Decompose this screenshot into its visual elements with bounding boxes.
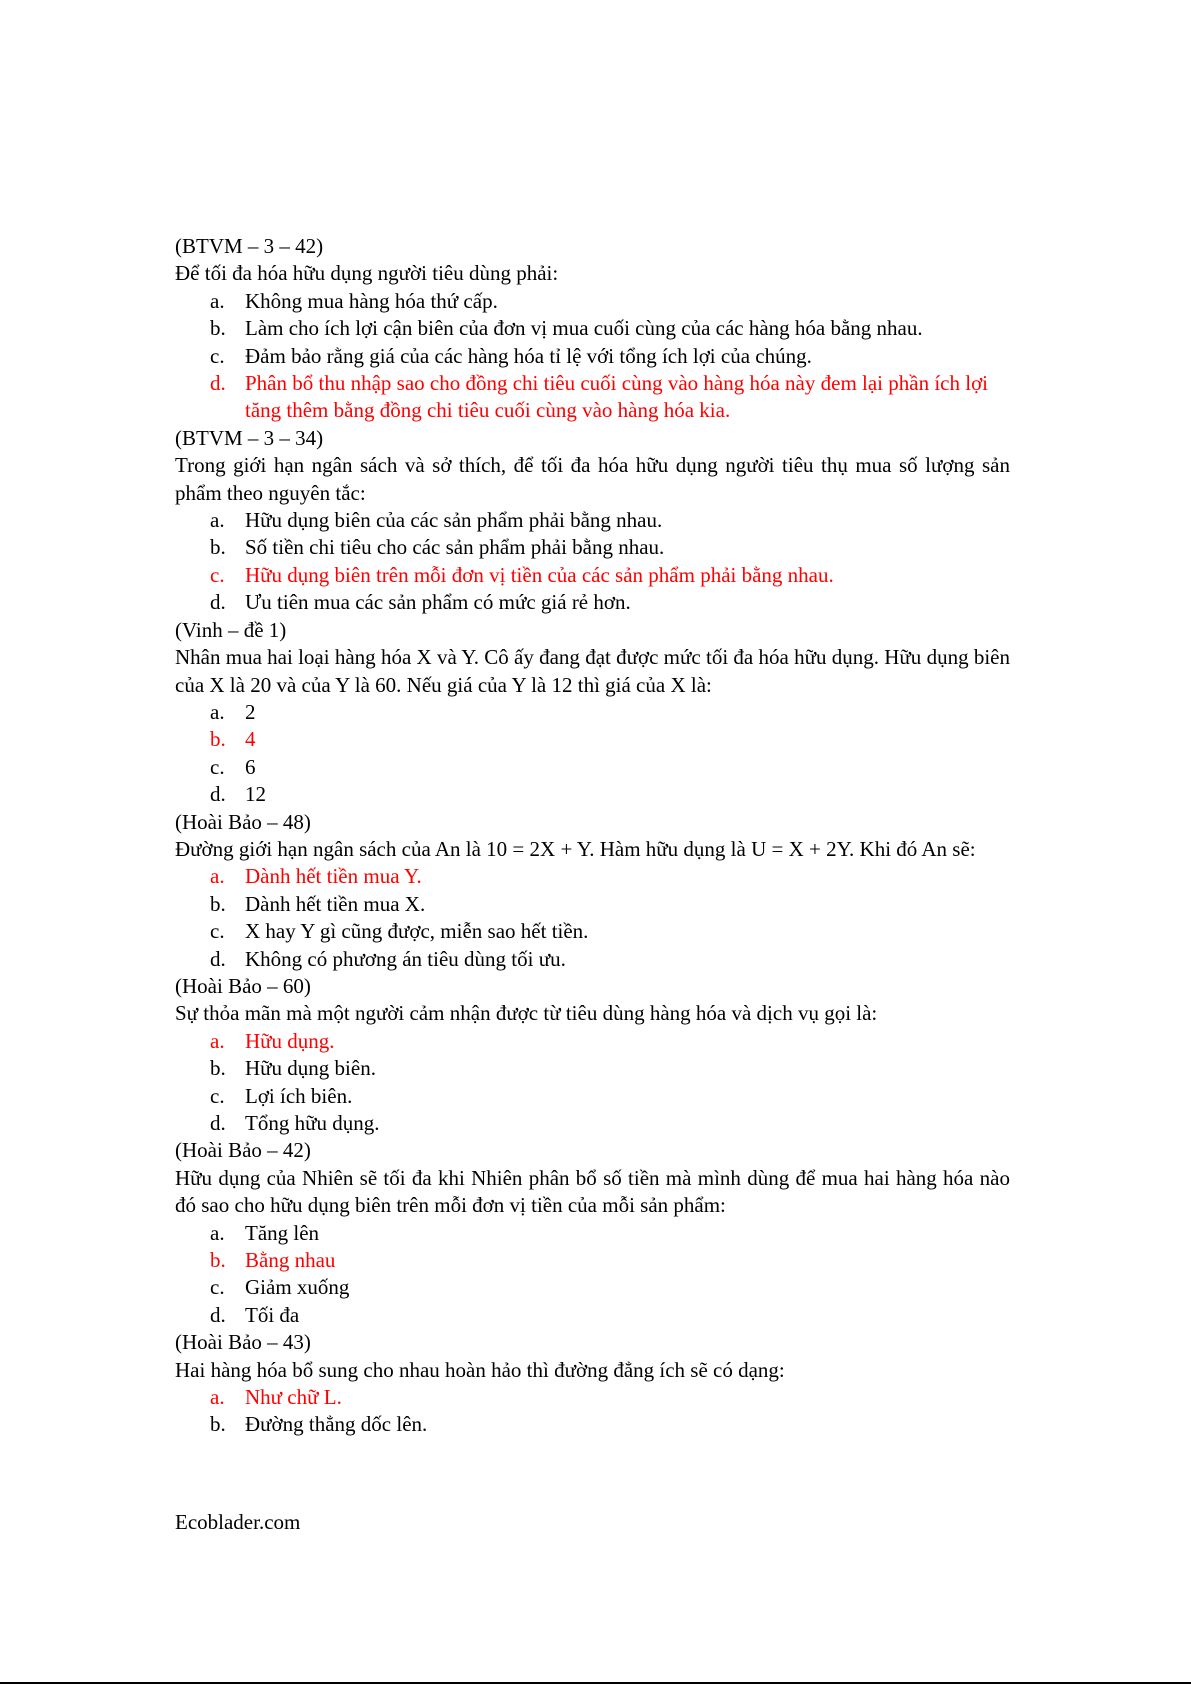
option-b — [175, 891, 1010, 918]
option-d — [175, 781, 1010, 808]
question-stem: Sự thỏa mãn mà một người cảm nhận được từ tiêu dùng hàng hóa và dịch vụ gọi là: — [175, 1001, 878, 1026]
option-letter: a. — [210, 288, 225, 313]
option-letter: d. — [210, 1302, 226, 1327]
option-letter: d. — [210, 946, 226, 971]
question-source: (Hoài Bảo – 43) — [175, 1330, 311, 1355]
option-text: 4 — [245, 727, 256, 752]
option-b-correct — [175, 1247, 1010, 1274]
option-text: Hữu dụng biên của các sản phẩm phải bằng nhau. — [245, 508, 663, 533]
option-text: Dành hết tiền mua Y. — [245, 864, 422, 889]
option-letter: b. — [210, 727, 226, 752]
option-a — [175, 507, 1010, 534]
option-text: Đường thẳng dốc lên. — [245, 1412, 428, 1437]
option-letter: b. — [210, 535, 226, 560]
option-letter: d. — [210, 590, 226, 615]
option-text: Dành hết tiền mua X. — [245, 891, 426, 916]
option-letter: c. — [210, 343, 225, 368]
option-letter: a. — [210, 1385, 225, 1410]
option-letter: d. — [210, 371, 226, 396]
option-c — [175, 343, 1010, 370]
question-block — [175, 425, 1010, 617]
option-text: Như chữ L. — [245, 1385, 342, 1410]
option-c — [175, 754, 1010, 781]
question-block — [175, 973, 1010, 1137]
option-a — [175, 1220, 1010, 1247]
option-text: Phân bổ thu nhập sao cho đồng chi tiêu cuối cùng vào hàng hóa này đem lại phần ích lợi tăng thêm bằng đồng chi tiêu cuối cùng vào hàng hóa kia. — [245, 371, 989, 423]
question-list — [175, 233, 1010, 1439]
option-d — [175, 1110, 1010, 1137]
option-letter: b. — [210, 891, 226, 916]
footer-site-name: Ecoblader.com — [175, 1510, 301, 1534]
option-letter: c. — [210, 1083, 225, 1108]
question-stem: Để tối đa hóa hữu dụng người tiêu dùng phải: — [175, 261, 559, 286]
option-d-correct — [175, 370, 1010, 425]
option-text: Hữu dụng biên. — [245, 1056, 376, 1081]
option-letter: d. — [210, 782, 226, 807]
option-text: Giảm xuống — [245, 1275, 350, 1300]
option-letter: d. — [210, 1111, 226, 1135]
option-list — [175, 1384, 1010, 1439]
question-source: (Hoài Bảo – 48) — [175, 809, 311, 834]
option-text: 2 — [245, 699, 256, 724]
question-stem: Hữu dụng của Nhiên sẽ tối đa khi Nhiên phân bổ số tiền mà mình dùng để mua hai hàng hóa nào đó sao cho hữu dụng biên trên mỗi đơn vị tiền của mỗi sản phẩm: — [175, 1165, 1010, 1218]
option-b — [175, 1055, 1010, 1082]
option-a — [175, 288, 1010, 315]
option-letter: a. — [210, 1028, 225, 1053]
option-text: Không mua hàng hóa thứ cấp. — [245, 288, 498, 313]
option-text: Hữu dụng. — [245, 1028, 335, 1053]
option-text: Tổng hữu dụng. — [245, 1111, 380, 1135]
question-stem: Đường giới hạn ngân sách của An là 10 = 2X + Y. Hàm hữu dụng là U = X + 2Y. Khi đó An sẽ: — [175, 836, 976, 861]
option-letter: b. — [210, 1248, 226, 1273]
option-letter: a. — [210, 864, 225, 889]
question-block — [175, 233, 1010, 425]
option-a-correct — [175, 1028, 1010, 1055]
question-source: (Vinh – đề 1) — [175, 617, 287, 642]
option-text: Không có phương án tiêu dùng tối ưu. — [245, 946, 566, 971]
option-letter: c. — [210, 562, 225, 587]
question-block — [175, 617, 1010, 809]
option-letter: c. — [210, 919, 225, 944]
option-list — [175, 1220, 1010, 1330]
option-text: Lợi ích biên. — [245, 1083, 353, 1108]
option-text: Tối đa — [245, 1302, 300, 1327]
option-text: Đảm bảo rằng giá của các hàng hóa tỉ lệ với tổng ích lợi của chúng. — [245, 343, 812, 368]
option-letter: b. — [210, 1412, 226, 1437]
option-b — [175, 315, 1010, 342]
question-stem: Trong giới hạn ngân sách và sở thích, để tối đa hóa hữu dụng người tiêu thụ mua số lượng sản phẩm theo nguyên tắc: — [175, 453, 1010, 505]
option-text: Ưu tiên mua các sản phẩm có mức giá rẻ hơn. — [245, 590, 631, 615]
option-letter: a. — [210, 508, 225, 533]
option-text: Số tiền chi tiêu cho các sản phẩm phải bằng nhau. — [245, 535, 665, 560]
option-letter: b. — [210, 1056, 226, 1081]
option-d — [175, 1302, 1010, 1329]
option-a — [175, 699, 1010, 726]
option-c-correct — [175, 562, 1010, 589]
question-stem: Nhân mua hai loại hàng hóa X và Y. Cô ấy đang đạt được mức tối đa hóa hữu dụng. Hữu dụng biên của X là 20 và của Y là 60. Nếu giá của Y là 12 thì giá của X là: — [175, 645, 1010, 697]
option-letter: a. — [210, 1220, 225, 1245]
option-text: Làm cho ích lợi cận biên của đơn vị mua cuối cùng của các hàng hóa bằng nhau. — [245, 316, 923, 341]
option-b — [175, 1411, 1010, 1438]
option-c — [175, 918, 1010, 945]
option-letter: c. — [210, 1275, 225, 1300]
option-text: 6 — [245, 754, 256, 779]
option-text: Bằng nhau — [245, 1248, 336, 1273]
option-list — [175, 863, 1010, 973]
option-d — [175, 589, 1010, 616]
question-block — [175, 1329, 1010, 1439]
option-a-correct — [175, 1384, 1010, 1411]
question-source: (BTVM – 3 – 34) — [175, 425, 324, 450]
option-letter: c. — [210, 754, 225, 779]
option-list — [175, 699, 1010, 809]
option-text: Hữu dụng biên trên mỗi đơn vị tiền của các sản phẩm phải bằng nhau. — [245, 562, 834, 587]
option-letter: b. — [210, 316, 226, 341]
option-d — [175, 946, 1010, 973]
question-source: (Hoài Bảo – 42) — [175, 1138, 311, 1163]
option-c — [175, 1083, 1010, 1110]
option-a-correct — [175, 863, 1010, 890]
option-b — [175, 534, 1010, 561]
option-c — [175, 1274, 1010, 1301]
question-source: (BTVM – 3 – 42) — [175, 234, 324, 258]
page-bottom-divider — [0, 1682, 1191, 1684]
option-list — [175, 1028, 1010, 1138]
option-list — [175, 507, 1010, 617]
option-b-correct — [175, 726, 1010, 753]
question-stem: Hai hàng hóa bổ sung cho nhau hoàn hảo thì đường đẳng ích sẽ có dạng: — [175, 1357, 785, 1382]
option-letter: a. — [210, 699, 225, 724]
question-source: (Hoài Bảo – 60) — [175, 973, 311, 998]
option-text: X hay Y gì cũng được, miễn sao hết tiền. — [245, 919, 589, 944]
question-block — [175, 1137, 1010, 1329]
question-block — [175, 809, 1010, 973]
option-list — [175, 288, 1010, 425]
option-text: Tăng lên — [245, 1220, 320, 1245]
option-text: 12 — [245, 782, 266, 807]
